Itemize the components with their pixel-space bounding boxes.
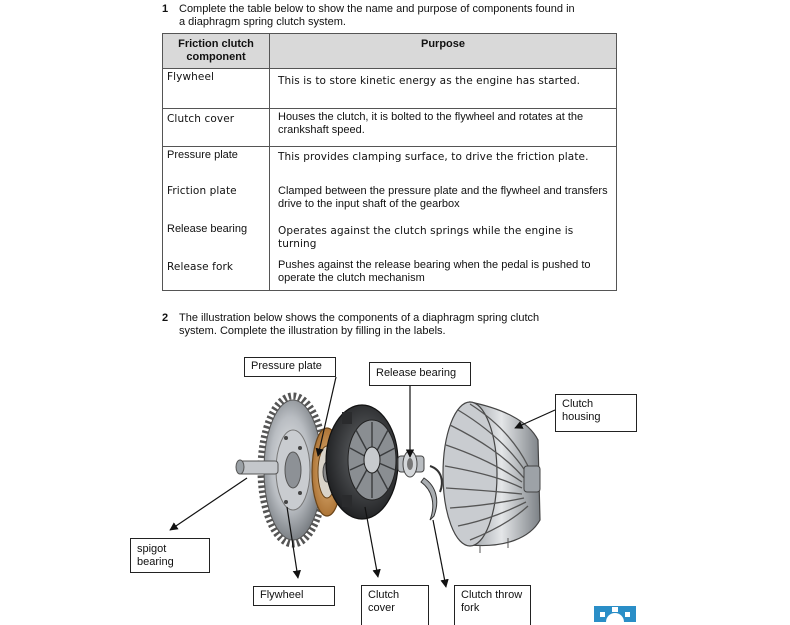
row-component[interactable]: Friction plate: [163, 183, 270, 221]
label-clutch-throw-fork[interactable]: Clutch throw fork: [454, 585, 531, 625]
row-purpose[interactable]: Pushes against the release bearing when the pedal is pushed to operate the clutch mechanism: [270, 257, 617, 291]
row-purpose[interactable]: Clamped between the pressure plate and the flywheel and transfers drive to the input shaft of the gearbox: [270, 183, 617, 221]
question-1-number: 1: [162, 3, 169, 15]
row-purpose[interactable]: This is to store kinetic energy as the engine has started.: [270, 69, 617, 109]
leader-clutch-housing: [515, 410, 555, 428]
row-component[interactable]: Release fork: [163, 257, 270, 291]
label-clutch-cover[interactable]: Clutch cover: [361, 585, 429, 625]
gear-logo-icon: [594, 606, 636, 622]
leader-spigot-bearing: [170, 478, 247, 530]
row-purpose[interactable]: Operates against the clutch springs while the engine is turning: [270, 221, 617, 257]
row-purpose[interactable]: This provides clamping surface, to drive the friction plate.: [270, 147, 617, 183]
row-component[interactable]: Clutch cover: [163, 109, 270, 147]
question-1-text: Complete the table below to show the name and purpose of components found in a diaphragm spring clutch system.: [179, 3, 575, 28]
row-component[interactable]: Pressure plate: [163, 147, 270, 183]
label-spigot-bearing[interactable]: spigot bearing: [130, 538, 210, 573]
clutch-cover-graphic: [326, 405, 398, 519]
question-2-text: The illustration below shows the components of a diaphragm spring clutch system. Complete the illustration by filling in the labels.: [179, 312, 540, 337]
leader-clutch-throw-fork: [433, 520, 446, 587]
header-component: Friction clutch component: [163, 34, 270, 69]
label-clutch-housing[interactable]: Clutch housing: [555, 394, 637, 432]
header-purpose: Purpose: [270, 34, 617, 69]
clutch-housing-graphic: [443, 402, 540, 553]
label-pressure-plate[interactable]: Pressure plate: [244, 357, 336, 377]
question-2-number: 2: [162, 312, 169, 324]
label-flywheel[interactable]: Flywheel: [253, 586, 335, 606]
row-component[interactable]: Flywheel: [163, 69, 270, 109]
release-bearing-graphic: [398, 451, 424, 477]
spigot-bearing-graphic: [236, 460, 278, 474]
label-release-bearing[interactable]: Release bearing: [369, 362, 471, 386]
row-component[interactable]: Release bearing: [163, 221, 270, 257]
clutch-throw-fork-graphic: [421, 466, 442, 520]
row-purpose[interactable]: Houses the clutch, it is bolted to the flywheel and rotates at the crankshaft speed.: [270, 109, 617, 147]
